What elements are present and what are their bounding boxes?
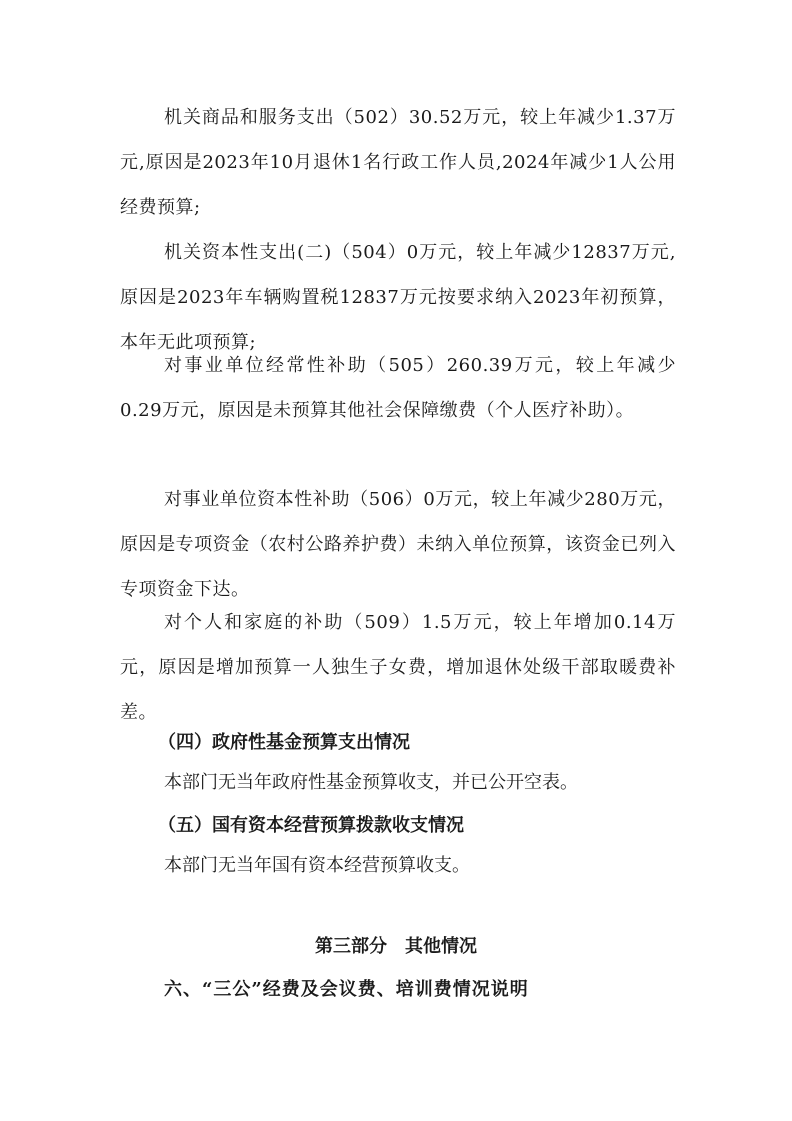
section-heading-state-capital: （五）国有资本经营预算拨款收支情况 xyxy=(158,815,464,836)
paragraph-institution-regular-subsidy: 对事业单位经常性补助（505）260.39万元，较上年减少0.29万元，原因是未预算其他社会保障缴费（个人医疗补助）。 xyxy=(120,355,676,421)
paragraph-capital-expenditure: 机关资本性支出(二)（504）0万元，较上年减少12837万元,原因是2023年车辆购置税12837万元按要求纳入2023年初预算，本年无此项预算; xyxy=(120,242,676,353)
part-title: 第三部分 其他情况 xyxy=(315,936,477,957)
paragraph-individual-family-subsidy: 对个人和家庭的补助（509）1.5万元，较上年增加0.14万元，原因是增加预算一人独生子女费，增加退休处级干部取暖费补差。 xyxy=(120,612,676,723)
section-heading-government-fund: （四）政府性基金预算支出情况 xyxy=(158,732,410,753)
section-title-three-public: 六、“三公”经费及会议费、培训费情况说明 xyxy=(164,979,529,1000)
section-body-government-fund: 本部门无当年政府性基金预算收支，并已公开空表。 xyxy=(164,772,578,793)
paragraph-goods-services-expenditure: 机关商品和服务支出（502）30.52万元，较上年减少1.37万元,原因是2023年10月退休1名行政工作人员,2024年减少1人公用经费预算; xyxy=(120,107,676,218)
section-body-state-capital: 本部门无当年国有资本经营预算收支。 xyxy=(164,855,470,876)
paragraph-institution-capital-subsidy: 对事业单位资本性补助（506）0万元，较上年减少280万元，原因是专项资金（农村公路养护费）未纳入单位预算，该资金已列入专项资金下达。 xyxy=(120,489,676,600)
